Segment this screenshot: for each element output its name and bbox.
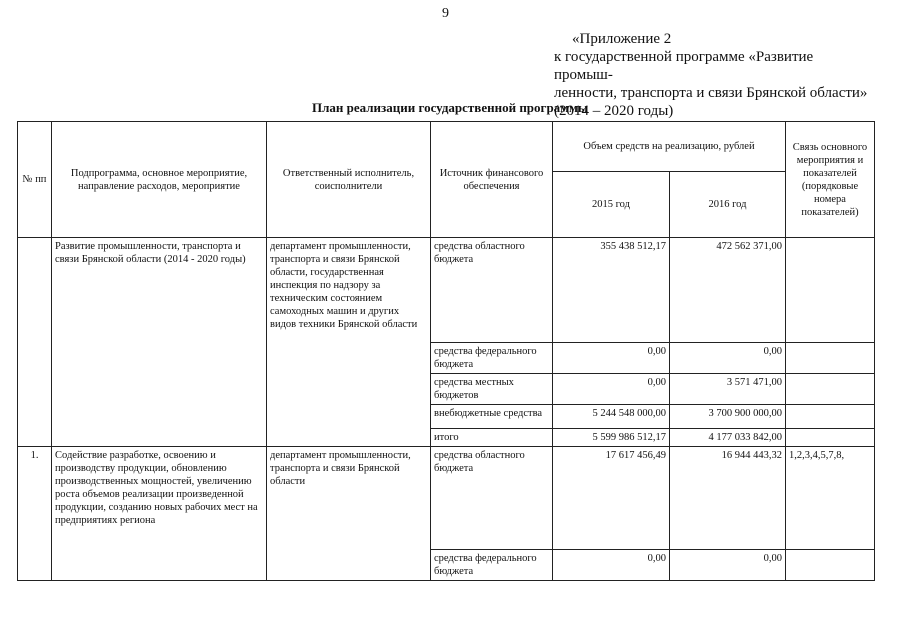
header-row [18, 122, 875, 172]
row-link [786, 238, 875, 343]
plan-table [17, 121, 875, 581]
row-value-2015: 17 617 456,49 [553, 447, 670, 550]
appendix-line: (2014 – 2020 годы) [554, 103, 674, 119]
row-value-2015: 0,00 [553, 343, 670, 374]
header-year-2015: 2015 год [553, 172, 670, 238]
row-value-2016: 4 177 033 842,00 [670, 429, 786, 447]
row-link [786, 429, 875, 447]
header-link: Связь основного мероприятия и показателей (порядковые номера показателей) [786, 122, 875, 238]
row-link [786, 405, 875, 429]
appendix-heading [554, 30, 872, 120]
appendix-line: «Приложение 2 [572, 31, 672, 47]
row-value-2015: 355 438 512,17 [553, 238, 670, 343]
table-row [18, 447, 875, 550]
row-source: средства федерального бюджета [431, 550, 553, 581]
row-source: средства областного бюджета [431, 238, 553, 343]
header-funding: Объем средств на реализацию, рублей [553, 122, 786, 172]
row-value-2016: 3 571 471,00 [670, 374, 786, 405]
row-subprogram: Содействие разработке, освоению и производству продукции, обновлению производственных мощностей, увеличению роста объемов реализации произведенной продукции, созданию новых рабочих мест на предприятиях региона [52, 447, 267, 581]
row-num: 1. [18, 447, 52, 581]
row-value-2016: 16 944 443,32 [670, 447, 786, 550]
row-value-2016: 0,00 [670, 550, 786, 581]
row-link [786, 343, 875, 374]
row-value-2015: 0,00 [553, 550, 670, 581]
page-number: 9 [442, 6, 449, 21]
row-link: 1,2,3,4,5,7,8, [786, 447, 875, 550]
row-value-2015: 5 244 548 000,00 [553, 405, 670, 429]
page-title: План реализации государственной программы [312, 100, 589, 115]
row-executor: департамент промышленности, транспорта и связи Брянской области, государственная инспекция по надзору за техническим состоянием самоходных машин и других видов техники Брянской области [267, 238, 431, 447]
row-value-2016: 3 700 900 000,00 [670, 405, 786, 429]
row-value-2015: 5 599 986 512,17 [553, 429, 670, 447]
row-source: средства местных бюджетов [431, 374, 553, 405]
row-value-2015: 0,00 [553, 374, 670, 405]
appendix-line: к государственной программе «Развитие промыш- [554, 49, 814, 83]
row-executor: департамент промышленности, транспорта и связи Брянской области [267, 447, 431, 581]
appendix-line: ленности, транспорта и связи Брянской области» [554, 85, 868, 101]
header-subprogram: Подпрограмма, основное мероприятие, направление расходов, мероприятие [52, 122, 267, 238]
row-source: внебюджетные средства [431, 405, 553, 429]
table-row [18, 238, 875, 343]
row-value-2016: 472 562 371,00 [670, 238, 786, 343]
row-value-2016: 0,00 [670, 343, 786, 374]
row-source: средства областного бюджета [431, 447, 553, 550]
row-subprogram: Развитие промышленности, транспорта и связи Брянской области (2014 - 2020 годы) [52, 238, 267, 447]
row-link [786, 550, 875, 581]
header-source: Источник финансового обеспечения [431, 122, 553, 238]
row-num [18, 238, 52, 447]
row-source: средства федерального бюджета [431, 343, 553, 374]
header-year-2016: 2016 год [670, 172, 786, 238]
header-num: № пп [18, 122, 52, 238]
header-executor: Ответственный исполнитель, соисполнители [267, 122, 431, 238]
row-link [786, 374, 875, 405]
row-source: итого [431, 429, 553, 447]
